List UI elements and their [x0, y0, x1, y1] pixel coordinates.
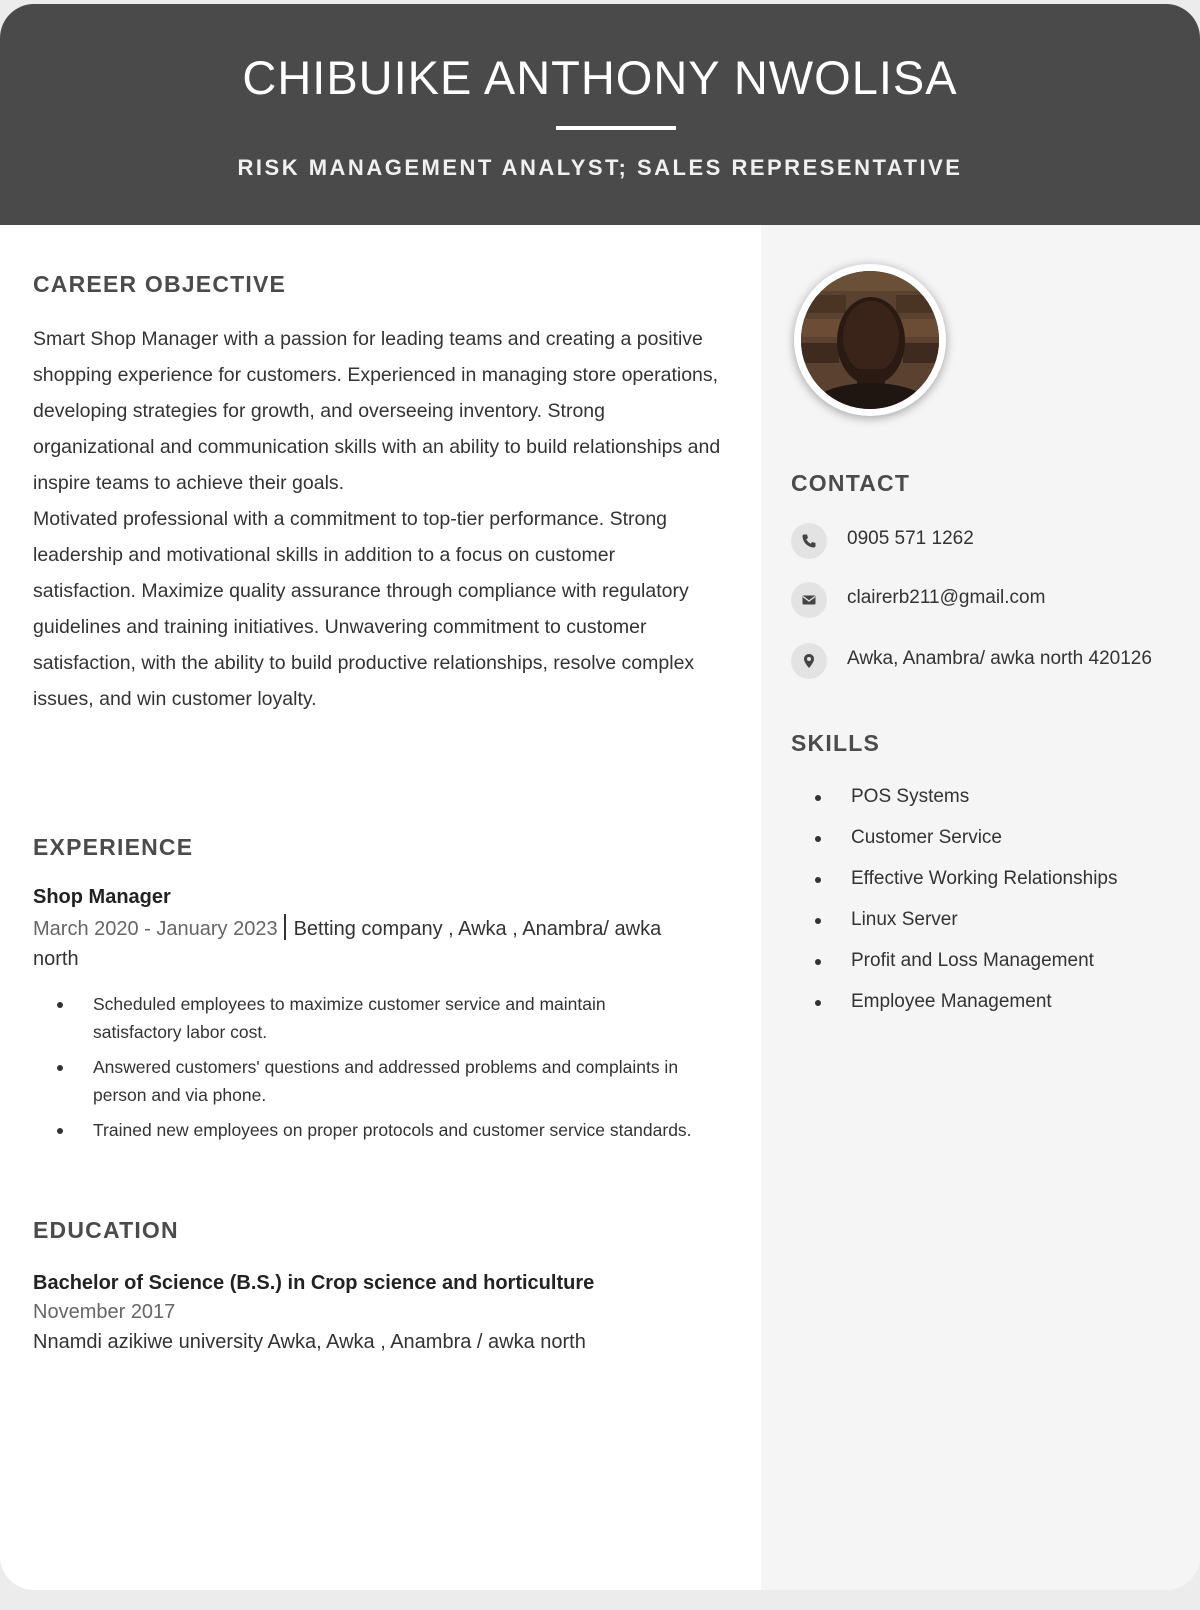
skill-item: Linux Server	[791, 907, 1117, 948]
degree-title: Bachelor of Science (B.S.) in Crop science and horticulture	[33, 1272, 595, 1294]
job-meta	[33, 914, 693, 974]
skills-heading: SKILLS	[791, 730, 880, 756]
location-icon	[791, 643, 827, 679]
career-objective-text	[33, 321, 723, 717]
skill-item: Customer Service	[791, 825, 1117, 866]
objective-paragraph-2: Motivated professional with a commitment to top-tier performance. Strong leadership and motivational skills in addition to a focus on customer satisfaction. Maximize quality assurance through compliance with regulatory guidelines and training initiatives. Unwavering commitment to customer satisfaction, with the ability to build productive relationships, resolve complex issues, and win customer loyalty.	[33, 508, 695, 710]
email-icon	[791, 582, 827, 618]
objective-paragraph-1: Smart Shop Manager with a passion for leading teams and creating a positive shopping experience for customers. Experienced in managing store operations, developing strategies for growth, and overseeing inventory. Strong organizational and communication skills with an ability to build relationships and inspire teams to achieve their goals.	[33, 328, 721, 494]
skills-list	[791, 784, 1117, 1030]
job-employer: Betting company , Awka , Anambra/ awka north	[33, 918, 662, 970]
resume-header	[0, 4, 1200, 225]
contact-heading: CONTACT	[791, 470, 911, 496]
email-address[interactable]: clairerb211@gmail.com	[847, 587, 1046, 608]
profile-photo	[794, 264, 946, 416]
graduation-date: November 2017	[33, 1301, 176, 1323]
phone-number[interactable]: 0905 571 1262	[847, 528, 974, 549]
job-duty-item: Trained new employees on proper protocols and customer service standards.	[33, 1116, 693, 1144]
job-duties-list	[33, 990, 693, 1151]
job-duty-item: Answered customers' questions and addressed problems and complaints in person and via phone.	[33, 1053, 693, 1109]
candidate-name: CHIBUIKE ANTHONY NWOLISA	[242, 51, 958, 104]
school-name: Nnamdi azikiwe university Awka, Awka , Anambra / awka north	[33, 1331, 586, 1353]
profile-photo-image	[801, 271, 939, 409]
job-duty-item: Scheduled employees to maximize customer service and maintain satisfactory labor cost.	[33, 990, 693, 1046]
skill-item: Employee Management	[791, 989, 1117, 1030]
job-dates: March 2020 - January 2023	[33, 918, 278, 940]
location-address: Awka, Anambra/ awka north 420126	[847, 648, 1152, 669]
phone-icon	[791, 523, 827, 559]
header-divider	[556, 126, 676, 130]
job-title: Shop Manager	[33, 886, 171, 908]
candidate-title: RISK MANAGEMENT ANALYST; SALES REPRESENTATIVE	[237, 155, 963, 180]
career-objective-heading: CAREER OBJECTIVE	[33, 271, 287, 297]
skill-item: Profit and Loss Management	[791, 948, 1117, 989]
education-heading: EDUCATION	[33, 1217, 179, 1243]
skill-item: Effective Working Relationships	[791, 866, 1117, 907]
meta-separator	[284, 914, 286, 940]
resume-page	[0, 4, 1200, 1590]
experience-heading: EXPERIENCE	[33, 834, 194, 860]
skill-item: POS Systems	[791, 784, 1117, 825]
